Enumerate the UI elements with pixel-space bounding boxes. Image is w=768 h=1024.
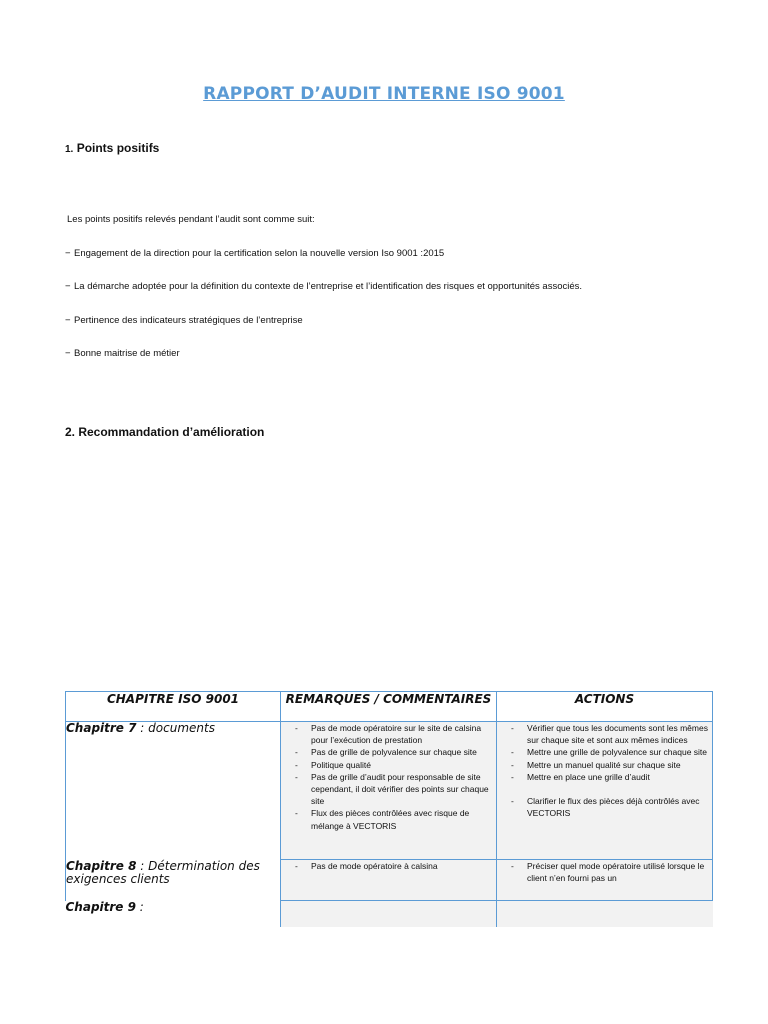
bullet-dash: − <box>65 315 71 326</box>
actions-cell <box>497 901 713 928</box>
action-item: - Mettre un manuel qualité sur chaque site <box>497 759 712 771</box>
remark-item: - Politique qualité <box>281 759 496 771</box>
remark-item: - Flux des pièces contrôlées avec risque de mélange à VECTORIS <box>281 807 496 831</box>
bullet-dash: − <box>65 348 71 359</box>
section-1-intro: Les points positifs relevés pendant l’audit sont comme suit: <box>67 214 315 225</box>
bullet-dash: − <box>65 248 71 259</box>
section-1-title: Points positifs <box>76 141 160 155</box>
table-header-row <box>66 692 713 722</box>
table-row <box>66 860 713 901</box>
remark-item: - Pas de grille d’audit pour responsable de site cependant, il doit vérifier des points sur chaque site <box>281 771 496 808</box>
remark-item: - Pas de mode opératoire à calsina <box>281 860 496 872</box>
action-item: - Clarifier le flux des pièces déjà contrôlés avec VECTORIS <box>497 795 712 819</box>
chapter-title: : <box>135 899 144 914</box>
remarks-cell <box>281 722 497 860</box>
bullet-dash: − <box>65 281 71 292</box>
positive-point-text: La démarche adoptée pour la définition du contexte de l’entreprise et l’identification des risques et opportunités associés. <box>74 281 583 292</box>
positive-point <box>65 315 303 326</box>
table-row <box>66 722 713 860</box>
header-remarques: REMARQUES / COMMENTAIRES <box>281 692 497 722</box>
header-chapitre: CHAPITRE ISO 9001 <box>66 692 281 722</box>
positive-point-text: Bonne maitrise de métier <box>74 348 180 359</box>
audit-table <box>65 691 713 927</box>
section-1-heading <box>65 141 159 155</box>
header-actions: ACTIONS <box>497 692 713 722</box>
positive-point <box>65 281 582 292</box>
section-1-number: 1. <box>65 144 74 155</box>
chapter-title: : Détermination des exigences clients <box>66 858 260 886</box>
positive-point <box>65 348 180 359</box>
chapter-title: : documents <box>136 721 215 735</box>
action-item: - Vérifier que tous les documents sont les mêmes sur chaque site et sont aux mêmes indices <box>497 722 712 746</box>
chapter-number: Chapitre 8 <box>66 858 137 873</box>
remarks-cell <box>281 860 497 901</box>
remarks-cell <box>281 901 497 928</box>
positive-point-text: Pertinence des indicateurs stratégiques de l’entreprise <box>74 315 303 326</box>
chapter-cell <box>66 722 281 860</box>
table-row <box>66 901 713 928</box>
positive-point <box>65 248 444 259</box>
chapter-cell <box>66 901 281 928</box>
chapter-number: Chapitre 9 <box>65 899 136 914</box>
chapter-cell <box>66 860 281 901</box>
action-item: - Mettre une grille de polyvalence sur chaque site <box>497 746 712 758</box>
chapter-number: Chapitre 7 <box>66 721 137 735</box>
action-item: - Mettre en place une grille d’audit <box>497 771 712 783</box>
action-item: - Préciser quel mode opératoire utilisé lorsque le client n’en fourni pas un <box>497 860 712 884</box>
actions-cell <box>497 722 713 860</box>
actions-cell <box>497 860 713 901</box>
remark-item: - Pas de mode opératoire sur le site de calsina pour l’exécution de prestation <box>281 722 496 746</box>
positive-point-text: Engagement de la direction pour la certification selon la nouvelle version Iso 9001 :2015 <box>74 248 445 259</box>
remark-item: - Pas de grille de polyvalence sur chaque site <box>281 746 496 758</box>
report-title: RAPPORT D’AUDIT INTERNE ISO 9001 <box>203 84 565 104</box>
section-2-heading: 2. Recommandation d’amélioration <box>65 425 265 439</box>
